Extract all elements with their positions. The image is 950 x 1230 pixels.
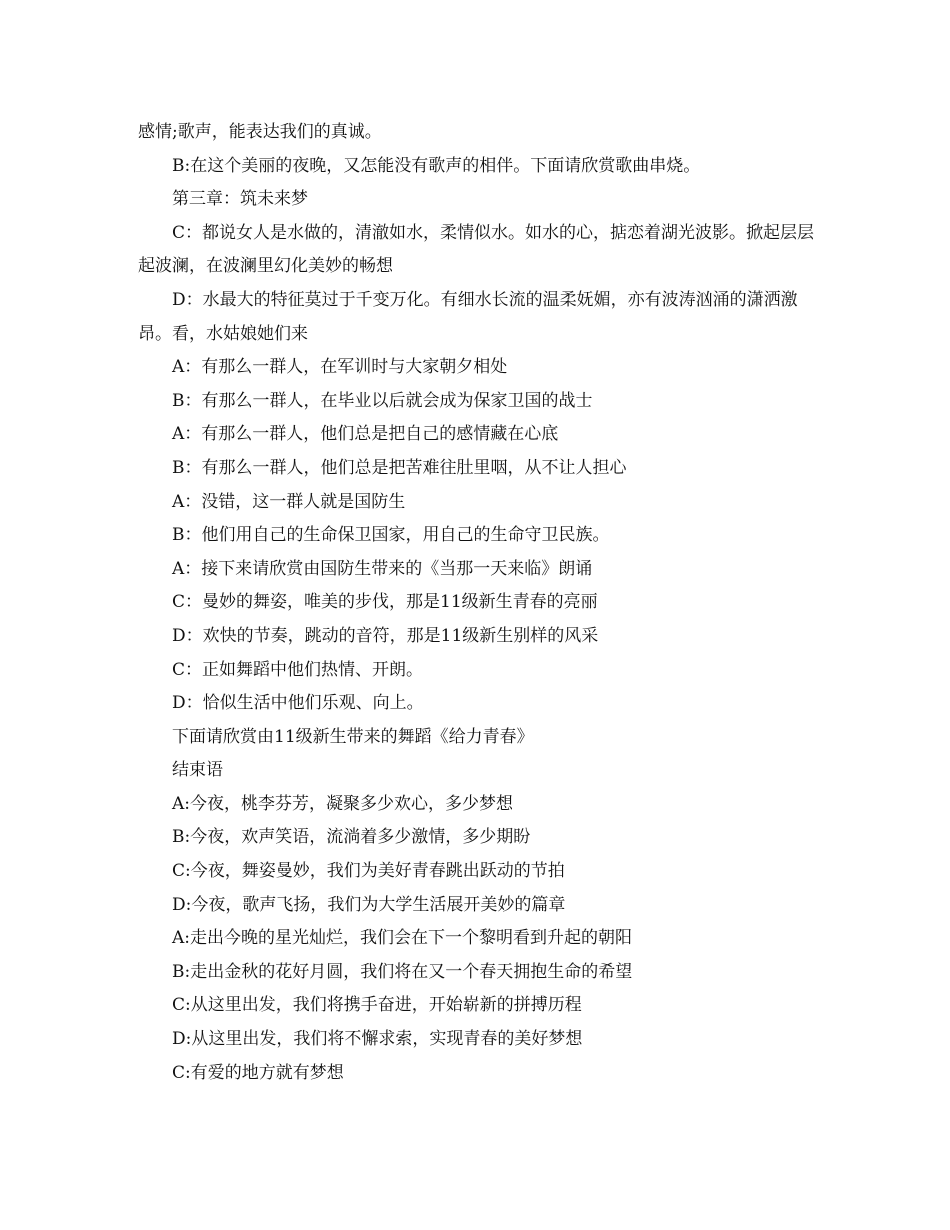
paragraph: C：曼妙的舞姿，唯美的步伐，那是11级新生青春的亮丽 — [172, 592, 598, 613]
paragraph: A：接下来请欣赏由国防生带来的《当那一天来临》朗诵 — [172, 558, 593, 579]
document-body — [138, 116, 818, 1090]
paragraph: 结束语 — [172, 760, 223, 781]
paragraph: B:走出金秋的花好月圆，我们将在又一个春天拥抱生命的希望 — [172, 961, 633, 982]
paragraph: C：正如舞蹈中他们热情、开朗。 — [172, 659, 424, 680]
paragraph: B:在这个美丽的夜晚，又怎能没有歌声的相伴。下面请欣赏歌曲串烧。 — [172, 155, 701, 176]
paragraph: 第三章：筑未来梦 — [172, 189, 308, 210]
paragraph: D：水最大的特征莫过于千变万化。有细水长流的温柔妩媚，亦有波涛汹涌的潇洒激昂。看，水姑娘她们来 — [138, 289, 798, 344]
paragraph: 感情;歌声，能表达我们的真诚。 — [138, 122, 382, 142]
paragraph: A：没错，这一群人就是国防生 — [172, 491, 406, 512]
paragraph: D：恰似生活中他们乐观、向上。 — [172, 693, 424, 714]
paragraph: B：有那么一群人，在毕业以后就会成为保家卫国的战士 — [172, 390, 593, 411]
paragraph: A:走出今晚的星光灿烂，我们会在下一个黎明看到升起的朝阳 — [172, 928, 633, 949]
paragraph: D:今夜，歌声飞扬，我们为大学生活展开美妙的篇章 — [172, 894, 566, 915]
paragraph: C:今夜，舞姿曼妙，我们为美好青春跳出跃动的节拍 — [172, 861, 565, 882]
paragraph: A：有那么一群人，在军训时与大家朝夕相处 — [172, 357, 508, 378]
paragraph: A：有那么一群人，他们总是把自己的感情藏在心底 — [172, 424, 559, 445]
paragraph: C:从这里出发，我们将携手奋进，开始崭新的拼搏历程 — [172, 995, 582, 1016]
paragraph: B：有那么一群人，他们总是把苦难往肚里咽，从不让人担心 — [172, 457, 627, 478]
paragraph: D:从这里出发，我们将不懈求索，实现青春的美好梦想 — [172, 1029, 583, 1050]
paragraph: D：欢快的节奏，跳动的音符，那是11级新生别样的风采 — [172, 625, 599, 646]
paragraph: C：都说女人是水做的，清澈如水，柔情似水。如水的心，掂恋着湖光波影。掀起层层起波澜，在波澜里幻化美妙的畅想 — [138, 222, 815, 277]
paragraph: A:今夜，桃李芬芳，凝聚多少欢心，多少梦想 — [172, 793, 514, 814]
paragraph: C:有爱的地方就有梦想 — [172, 1062, 344, 1083]
paragraph: B:今夜，欢声笑语，流淌着多少激情，多少期盼 — [172, 827, 531, 848]
paragraph: 下面请欣赏由11级新生带来的舞蹈《给力青春》 — [172, 726, 534, 747]
paragraph: B：他们用自己的生命保卫国家，用自己的生命守卫民族。 — [172, 525, 610, 546]
